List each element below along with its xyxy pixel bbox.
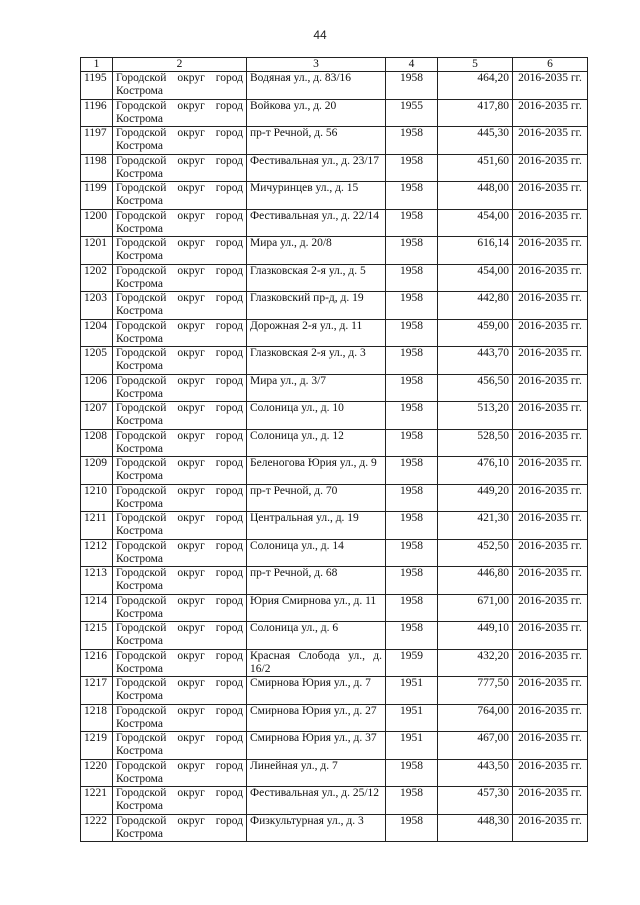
year-built-cell: 1958 <box>386 484 438 512</box>
period-cell: 2016-2035 гг. <box>513 484 588 512</box>
period-cell: 2016-2035 гг. <box>513 374 588 402</box>
period-cell: 2016-2035 гг. <box>513 319 588 347</box>
row-number-cell: 1195 <box>81 72 113 100</box>
address-cell: Юрия Смирнова ул., д. 11 <box>247 594 386 622</box>
row-number-cell: 1201 <box>81 237 113 265</box>
year-built-cell: 1951 <box>386 704 438 732</box>
address-cell: пр-т Речной, д. 68 <box>247 567 386 595</box>
row-number-cell: 1222 <box>81 814 113 842</box>
municipality-cell: Городской округ город Кострома <box>113 649 247 677</box>
year-built-cell: 1958 <box>386 787 438 815</box>
area-cell: 671,00 <box>438 594 513 622</box>
address-cell: Водяная ул., д. 83/16 <box>247 72 386 100</box>
address-cell: Солоница ул., д. 12 <box>247 429 386 457</box>
period-cell: 2016-2035 гг. <box>513 72 588 100</box>
address-cell: Смирнова Юрия ул., д. 7 <box>247 677 386 705</box>
address-cell: пр-т Речной, д. 70 <box>247 484 386 512</box>
year-built-cell: 1958 <box>386 127 438 155</box>
year-built-cell: 1958 <box>386 292 438 320</box>
area-cell: 457,30 <box>438 787 513 815</box>
period-cell: 2016-2035 гг. <box>513 622 588 650</box>
period-cell: 2016-2035 гг. <box>513 292 588 320</box>
area-cell: 442,80 <box>438 292 513 320</box>
municipality-cell: Городской округ город Кострома <box>113 237 247 265</box>
address-cell: Фестивальная ул., д. 23/17 <box>247 154 386 182</box>
table-header <box>81 58 588 72</box>
year-built-cell: 1958 <box>386 237 438 265</box>
municipality-cell: Городской округ город Кострома <box>113 429 247 457</box>
year-built-cell: 1958 <box>386 539 438 567</box>
address-cell: Глазковская 2-я ул., д. 5 <box>247 264 386 292</box>
municipality-cell: Городской округ город Кострома <box>113 127 247 155</box>
period-cell: 2016-2035 гг. <box>513 264 588 292</box>
address-cell: Солоница ул., д. 14 <box>247 539 386 567</box>
municipality-cell: Городской округ город Кострома <box>113 512 247 540</box>
address-cell: Дорожная 2-я ул., д. 11 <box>247 319 386 347</box>
municipality-cell: Городской округ город Кострома <box>113 292 247 320</box>
municipality-cell: Городской округ город Кострома <box>113 209 247 237</box>
year-built-cell: 1958 <box>386 567 438 595</box>
municipality-cell: Городской округ город Кострома <box>113 402 247 430</box>
row-number-cell: 1198 <box>81 154 113 182</box>
row-number-cell: 1212 <box>81 539 113 567</box>
address-cell: Физкультурная ул., д. 3 <box>247 814 386 842</box>
table-row <box>81 457 588 485</box>
area-cell: 476,10 <box>438 457 513 485</box>
area-cell: 449,10 <box>438 622 513 650</box>
area-cell: 528,50 <box>438 429 513 457</box>
municipality-cell: Городской округ город Кострома <box>113 704 247 732</box>
table-row <box>81 484 588 512</box>
period-cell: 2016-2035 гг. <box>513 182 588 210</box>
header-row <box>81 58 588 72</box>
row-number-cell: 1220 <box>81 759 113 787</box>
year-built-cell: 1958 <box>386 347 438 375</box>
municipality-cell: Городской округ город Кострома <box>113 457 247 485</box>
row-number-cell: 1221 <box>81 787 113 815</box>
period-cell: 2016-2035 гг. <box>513 814 588 842</box>
address-cell: Глазковская 2-я ул., д. 3 <box>247 347 386 375</box>
row-number-cell: 1202 <box>81 264 113 292</box>
municipality-cell: Городской округ город Кострома <box>113 677 247 705</box>
table-row <box>81 814 588 842</box>
row-number-cell: 1207 <box>81 402 113 430</box>
period-cell: 2016-2035 гг. <box>513 127 588 155</box>
row-number-cell: 1205 <box>81 347 113 375</box>
area-cell: 777,50 <box>438 677 513 705</box>
year-built-cell: 1958 <box>386 319 438 347</box>
municipality-cell: Городской округ город Кострома <box>113 787 247 815</box>
year-built-cell: 1958 <box>386 594 438 622</box>
year-built-cell: 1958 <box>386 72 438 100</box>
table-row <box>81 402 588 430</box>
column-header-5: 5 <box>438 58 513 72</box>
municipality-cell: Городской округ город Кострома <box>113 347 247 375</box>
row-number-cell: 1216 <box>81 649 113 677</box>
year-built-cell: 1958 <box>386 622 438 650</box>
year-built-cell: 1951 <box>386 677 438 705</box>
address-cell: Глазковский пр-д, д. 19 <box>247 292 386 320</box>
area-cell: 454,00 <box>438 209 513 237</box>
column-header-2: 2 <box>113 58 247 72</box>
area-cell: 448,00 <box>438 182 513 210</box>
address-cell: Центральная ул., д. 19 <box>247 512 386 540</box>
area-cell: 421,30 <box>438 512 513 540</box>
year-built-cell: 1958 <box>386 154 438 182</box>
year-built-cell: 1958 <box>386 374 438 402</box>
row-number-cell: 1218 <box>81 704 113 732</box>
address-cell: Смирнова Юрия ул., д. 27 <box>247 704 386 732</box>
column-header-3: 3 <box>247 58 386 72</box>
year-built-cell: 1951 <box>386 732 438 760</box>
table-row <box>81 264 588 292</box>
address-cell: Смирнова Юрия ул., д. 37 <box>247 732 386 760</box>
address-cell: Фестивальная ул., д. 25/12 <box>247 787 386 815</box>
table-row <box>81 319 588 347</box>
column-header-1: 1 <box>81 58 113 72</box>
period-cell: 2016-2035 гг. <box>513 539 588 567</box>
area-cell: 432,20 <box>438 649 513 677</box>
table-body <box>81 72 588 842</box>
area-cell: 764,00 <box>438 704 513 732</box>
table-row <box>81 182 588 210</box>
period-cell: 2016-2035 гг. <box>513 677 588 705</box>
table-row <box>81 594 588 622</box>
row-number-cell: 1211 <box>81 512 113 540</box>
municipality-cell: Городской округ город Кострома <box>113 319 247 347</box>
year-built-cell: 1958 <box>386 429 438 457</box>
year-built-cell: 1958 <box>386 759 438 787</box>
column-header-6: 6 <box>513 58 588 72</box>
address-cell: Красная Слобода ул., д. 16/2 <box>247 649 386 677</box>
row-number-cell: 1204 <box>81 319 113 347</box>
year-built-cell: 1958 <box>386 512 438 540</box>
period-cell: 2016-2035 гг. <box>513 704 588 732</box>
table-row <box>81 787 588 815</box>
address-cell: Войкова ул., д. 20 <box>247 99 386 127</box>
table-row <box>81 429 588 457</box>
municipality-cell: Городской округ город Кострома <box>113 374 247 402</box>
period-cell: 2016-2035 гг. <box>513 759 588 787</box>
address-cell: Мира ул., д. 3/7 <box>247 374 386 402</box>
table-row <box>81 539 588 567</box>
year-built-cell: 1958 <box>386 209 438 237</box>
period-cell: 2016-2035 гг. <box>513 567 588 595</box>
table-row <box>81 649 588 677</box>
area-cell: 459,00 <box>438 319 513 347</box>
municipality-cell: Городской округ город Кострома <box>113 814 247 842</box>
housing-registry-table <box>80 57 588 842</box>
row-number-cell: 1200 <box>81 209 113 237</box>
year-built-cell: 1958 <box>386 402 438 430</box>
table-row <box>81 512 588 540</box>
period-cell: 2016-2035 гг. <box>513 237 588 265</box>
area-cell: 452,50 <box>438 539 513 567</box>
row-number-cell: 1217 <box>81 677 113 705</box>
municipality-cell: Городской округ город Кострома <box>113 759 247 787</box>
municipality-cell: Городской округ город Кострома <box>113 594 247 622</box>
address-cell: Солоница ул., д. 10 <box>247 402 386 430</box>
table-row <box>81 127 588 155</box>
table-row <box>81 622 588 650</box>
municipality-cell: Городской округ город Кострома <box>113 72 247 100</box>
area-cell: 443,70 <box>438 347 513 375</box>
area-cell: 464,20 <box>438 72 513 100</box>
row-number-cell: 1208 <box>81 429 113 457</box>
area-cell: 451,60 <box>438 154 513 182</box>
period-cell: 2016-2035 гг. <box>513 209 588 237</box>
row-number-cell: 1206 <box>81 374 113 402</box>
row-number-cell: 1196 <box>81 99 113 127</box>
row-number-cell: 1219 <box>81 732 113 760</box>
period-cell: 2016-2035 гг. <box>513 457 588 485</box>
municipality-cell: Городской округ город Кострома <box>113 622 247 650</box>
area-cell: 446,80 <box>438 567 513 595</box>
municipality-cell: Городской округ город Кострома <box>113 732 247 760</box>
table-row <box>81 374 588 402</box>
row-number-cell: 1214 <box>81 594 113 622</box>
table-row <box>81 154 588 182</box>
municipality-cell: Городской округ город Кострома <box>113 539 247 567</box>
table-row <box>81 237 588 265</box>
address-cell: Беленогова Юрия ул., д. 9 <box>247 457 386 485</box>
row-number-cell: 1197 <box>81 127 113 155</box>
area-cell: 513,20 <box>438 402 513 430</box>
row-number-cell: 1199 <box>81 182 113 210</box>
table-row <box>81 99 588 127</box>
year-built-cell: 1955 <box>386 99 438 127</box>
table-row <box>81 567 588 595</box>
row-number-cell: 1203 <box>81 292 113 320</box>
table-row <box>81 704 588 732</box>
table-row <box>81 292 588 320</box>
table-row <box>81 677 588 705</box>
period-cell: 2016-2035 гг. <box>513 649 588 677</box>
municipality-cell: Городской округ город Кострома <box>113 182 247 210</box>
row-number-cell: 1210 <box>81 484 113 512</box>
municipality-cell: Городской округ город Кострома <box>113 264 247 292</box>
year-built-cell: 1958 <box>386 182 438 210</box>
row-number-cell: 1209 <box>81 457 113 485</box>
address-cell: Мира ул., д. 20/8 <box>247 237 386 265</box>
year-built-cell: 1958 <box>386 264 438 292</box>
row-number-cell: 1213 <box>81 567 113 595</box>
year-built-cell: 1958 <box>386 814 438 842</box>
year-built-cell: 1959 <box>386 649 438 677</box>
period-cell: 2016-2035 гг. <box>513 732 588 760</box>
area-cell: 467,00 <box>438 732 513 760</box>
year-built-cell: 1958 <box>386 457 438 485</box>
address-cell: Фестивальная ул., д. 22/14 <box>247 209 386 237</box>
municipality-cell: Городской округ город Кострома <box>113 154 247 182</box>
period-cell: 2016-2035 гг. <box>513 347 588 375</box>
table-row <box>81 732 588 760</box>
area-cell: 456,50 <box>438 374 513 402</box>
area-cell: 616,14 <box>438 237 513 265</box>
address-cell: Линейная ул., д. 7 <box>247 759 386 787</box>
period-cell: 2016-2035 гг. <box>513 787 588 815</box>
area-cell: 449,20 <box>438 484 513 512</box>
address-cell: пр-т Речной, д. 56 <box>247 127 386 155</box>
area-cell: 417,80 <box>438 99 513 127</box>
municipality-cell: Городской округ город Кострома <box>113 99 247 127</box>
municipality-cell: Городской округ город Кострома <box>113 484 247 512</box>
area-cell: 445,30 <box>438 127 513 155</box>
period-cell: 2016-2035 гг. <box>513 402 588 430</box>
row-number-cell: 1215 <box>81 622 113 650</box>
period-cell: 2016-2035 гг. <box>513 429 588 457</box>
period-cell: 2016-2035 гг. <box>513 512 588 540</box>
municipality-cell: Городской округ город Кострома <box>113 567 247 595</box>
area-cell: 443,50 <box>438 759 513 787</box>
table-row <box>81 209 588 237</box>
table-row <box>81 759 588 787</box>
area-cell: 454,00 <box>438 264 513 292</box>
table-row <box>81 72 588 100</box>
page-number: 44 <box>313 28 327 42</box>
period-cell: 2016-2035 гг. <box>513 99 588 127</box>
column-header-4: 4 <box>386 58 438 72</box>
area-cell: 448,30 <box>438 814 513 842</box>
address-cell: Солоница ул., д. 6 <box>247 622 386 650</box>
table-row <box>81 347 588 375</box>
period-cell: 2016-2035 гг. <box>513 154 588 182</box>
period-cell: 2016-2035 гг. <box>513 594 588 622</box>
address-cell: Мичуринцев ул., д. 15 <box>247 182 386 210</box>
